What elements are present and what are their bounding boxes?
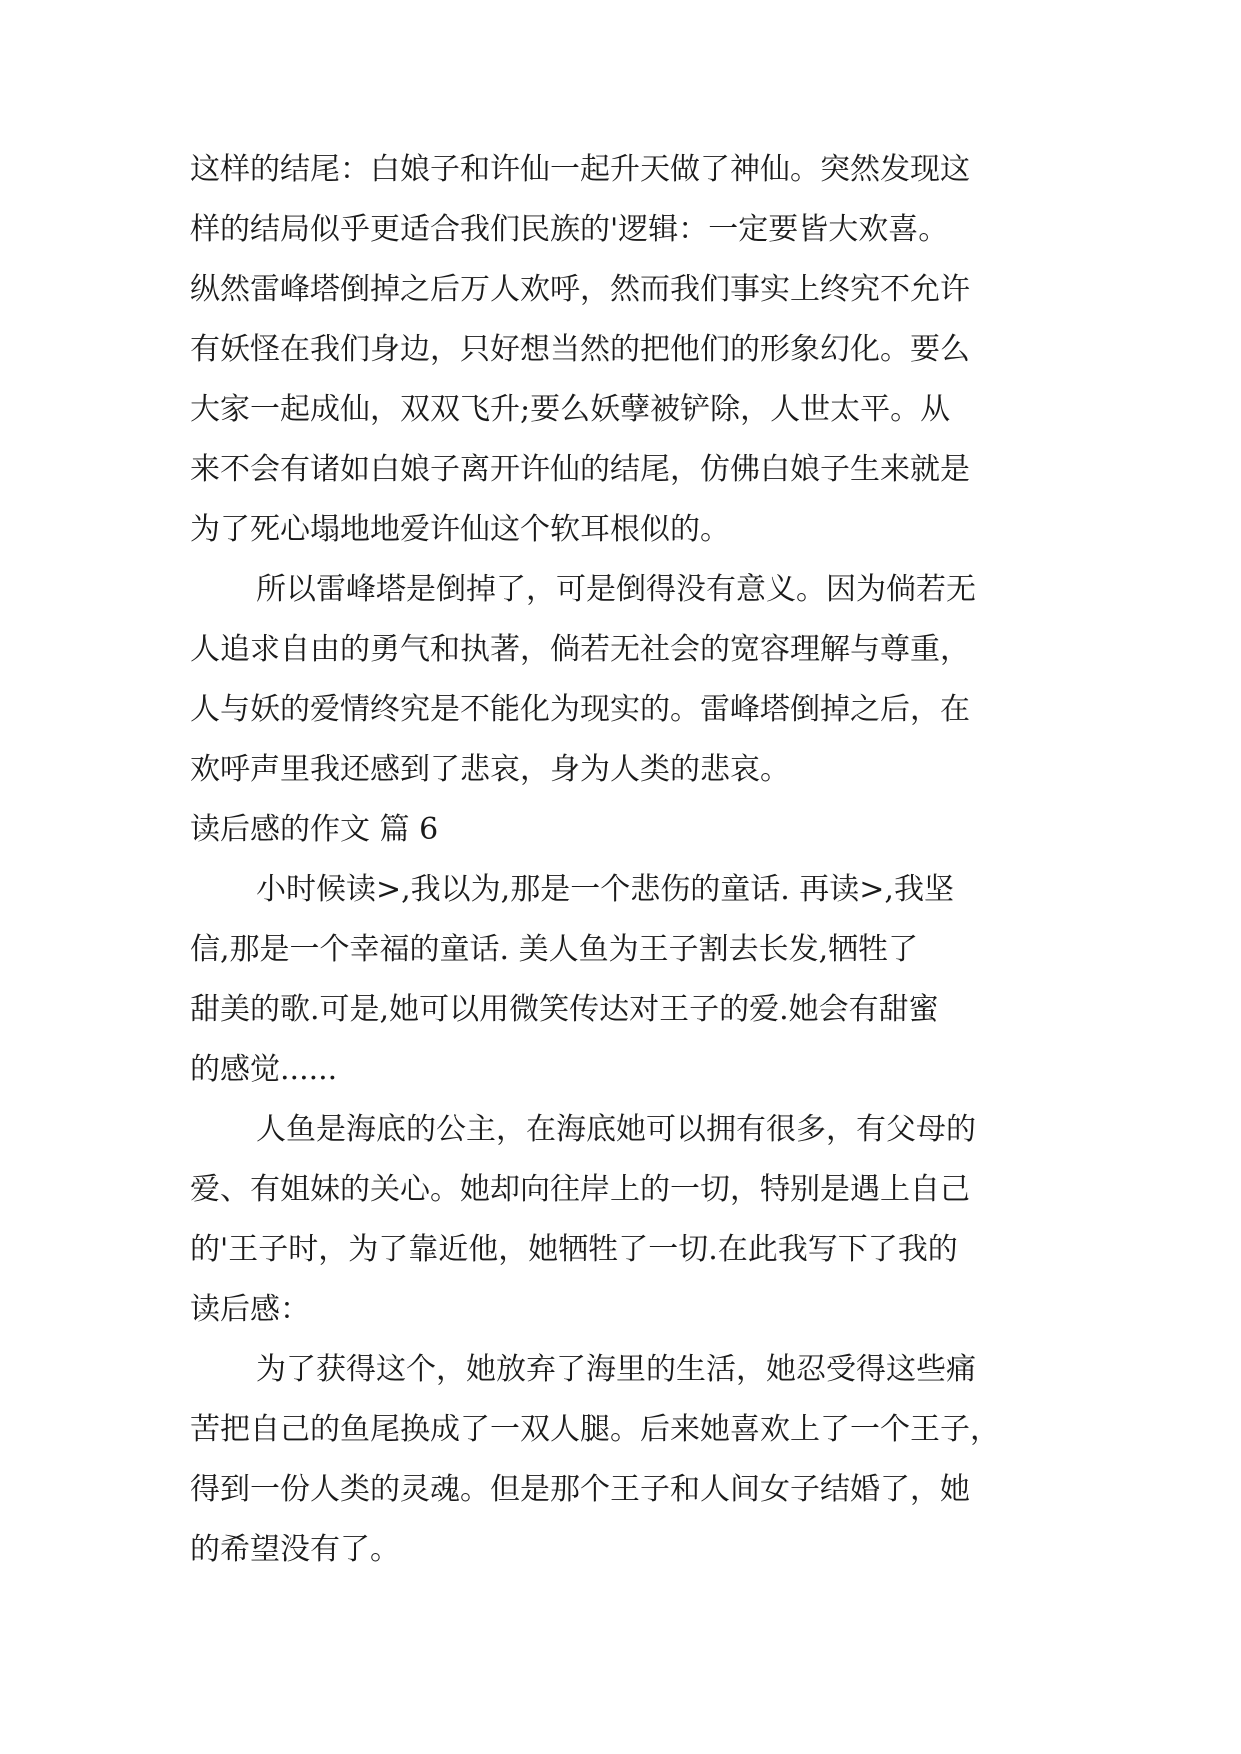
paragraph bbox=[190, 860, 1060, 1100]
paragraph bbox=[190, 560, 1060, 800]
text-line: 信,那是一个幸福的童话. 美人鱼为王子割去长发,牺牲了 bbox=[190, 932, 919, 967]
text-line: 大家一起成仙，双双飞升;要么妖孽被铲除，人世太平。从 bbox=[190, 392, 951, 427]
text-line: 人追求自由的勇气和执著，倘若无社会的宽容理解与尊重， bbox=[190, 632, 970, 667]
text-line: 爱、有姐妹的关心。她却向往岸上的一切，特别是遇上自己 bbox=[190, 1172, 970, 1207]
text-line: 为了死心塌地地爱许仙这个软耳根似的。 bbox=[190, 512, 730, 547]
text-line: 得到一份人类的灵魂。但是那个王子和人间女子结婚了，她 bbox=[190, 1472, 970, 1507]
text-line: 甜美的歌.可是,她可以用微笑传达对王子的爱.她会有甜蜜 bbox=[190, 992, 939, 1027]
paragraph bbox=[190, 140, 1060, 560]
paragraph bbox=[190, 1100, 1060, 1340]
text-line: 纵然雷峰塔倒掉之后万人欢呼，然而我们事实上终究不允许 bbox=[190, 272, 970, 307]
text-line: 人鱼是海底的公主，在海底她可以拥有很多，有父母的 bbox=[256, 1112, 976, 1147]
text-line: 这样的结尾：白娘子和许仙一起升天做了神仙。突然发现这 bbox=[190, 152, 970, 187]
text-line: 为了获得这个，她放弃了海里的生活，她忍受得这些痛 bbox=[256, 1352, 976, 1387]
text-line: 的希望没有了。 bbox=[190, 1532, 400, 1567]
text-line: 欢呼声里我还感到了悲哀，身为人类的悲哀。 bbox=[190, 752, 790, 787]
text-line: 读后感： bbox=[190, 1292, 310, 1327]
text-line: 人与妖的爱情终究是不能化为现实的。雷峰塔倒掉之后，在 bbox=[190, 692, 970, 727]
text-line: 有妖怪在我们身边，只好想当然的把他们的形象幻化。要么 bbox=[190, 332, 970, 367]
text-line: 的'王子时，为了靠近他，她牺牲了一切.在此我写下了我的 bbox=[190, 1232, 958, 1267]
document-page bbox=[190, 140, 1060, 1580]
text-line: 苦把自己的鱼尾换成了一双人腿。后来她喜欢上了一个王子， bbox=[190, 1412, 1000, 1447]
text-line: 的感觉...... bbox=[190, 1052, 338, 1087]
text-line: 小时候读>,我以为,那是一个悲伤的童话. 再读>,我坚 bbox=[256, 872, 954, 907]
text-line: 所以雷峰塔是倒掉了，可是倒得没有意义。因为倘若无 bbox=[256, 572, 976, 607]
section-heading: 读后感的作文 篇 6 bbox=[190, 812, 439, 847]
text-line: 来不会有诸如白娘子离开许仙的结尾，仿佛白娘子生来就是 bbox=[190, 452, 970, 487]
paragraph bbox=[190, 1340, 1060, 1580]
text-line: 样的结局似乎更适合我们民族的'逻辑：一定要皆大欢喜。 bbox=[190, 212, 949, 247]
